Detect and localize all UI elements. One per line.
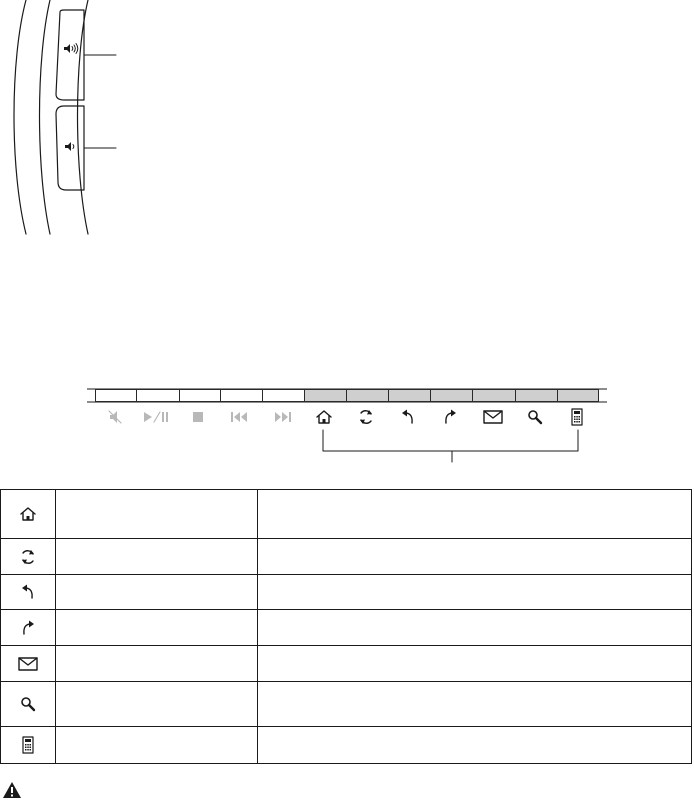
headset-diagram <box>0 0 140 240</box>
row-description <box>258 575 692 610</box>
volume-down-icon <box>65 142 74 151</box>
mute-icon <box>94 403 136 431</box>
hotkey[interactable] <box>515 389 557 402</box>
table-row <box>1 539 692 575</box>
key-icon-row <box>0 403 694 431</box>
media-key[interactable] <box>179 389 220 402</box>
mail-icon <box>1 656 55 672</box>
home-icon <box>1 506 55 522</box>
table-row <box>1 682 692 727</box>
table-row <box>1 727 692 764</box>
hotkey-reference-table <box>0 489 692 764</box>
previous-track-icon <box>219 403 261 431</box>
table-row <box>1 490 692 539</box>
hotkey[interactable] <box>304 389 346 402</box>
back-icon <box>387 403 429 431</box>
media-key[interactable] <box>262 389 304 402</box>
refresh-icon <box>1 548 55 566</box>
volume-up-icon <box>64 44 78 54</box>
row-description <box>258 610 692 646</box>
row-name <box>56 610 258 646</box>
calculator-icon <box>1 736 55 754</box>
search-icon <box>514 403 556 431</box>
row-name <box>56 575 258 610</box>
forward-icon <box>1 619 55 637</box>
table-row <box>1 610 692 646</box>
back-icon <box>1 583 55 601</box>
next-track-icon <box>261 403 303 431</box>
headset-outer-arc <box>14 0 26 234</box>
mail-icon <box>472 403 514 431</box>
row-name <box>56 539 258 575</box>
play-pause-icon <box>136 403 178 431</box>
hotkey[interactable] <box>388 389 430 402</box>
forward-icon <box>429 403 471 431</box>
headset-middle-arc <box>40 0 51 234</box>
warning-icon <box>2 781 22 799</box>
row-description <box>258 646 692 682</box>
hotkey-group-bracket <box>0 430 694 466</box>
row-description <box>258 539 692 575</box>
row-name <box>56 646 258 682</box>
row-name <box>56 682 258 727</box>
media-key[interactable] <box>95 389 136 402</box>
row-description <box>258 727 692 764</box>
hotkey[interactable] <box>430 389 472 402</box>
home-icon <box>303 403 345 431</box>
table-row <box>1 646 692 682</box>
headset-inner-arc <box>78 0 89 234</box>
refresh-icon <box>345 403 387 431</box>
hotkey[interactable] <box>346 389 388 402</box>
row-description <box>258 490 692 539</box>
media-key[interactable] <box>220 389 262 402</box>
row-name <box>56 490 258 539</box>
media-key[interactable] <box>136 389 179 402</box>
search-icon <box>1 696 55 712</box>
table-row <box>1 575 692 610</box>
hotkey[interactable] <box>472 389 515 402</box>
calculator-icon <box>556 403 598 431</box>
row-description <box>258 682 692 727</box>
row-name <box>56 727 258 764</box>
hotkey[interactable] <box>557 389 599 402</box>
stop-icon <box>177 403 219 431</box>
